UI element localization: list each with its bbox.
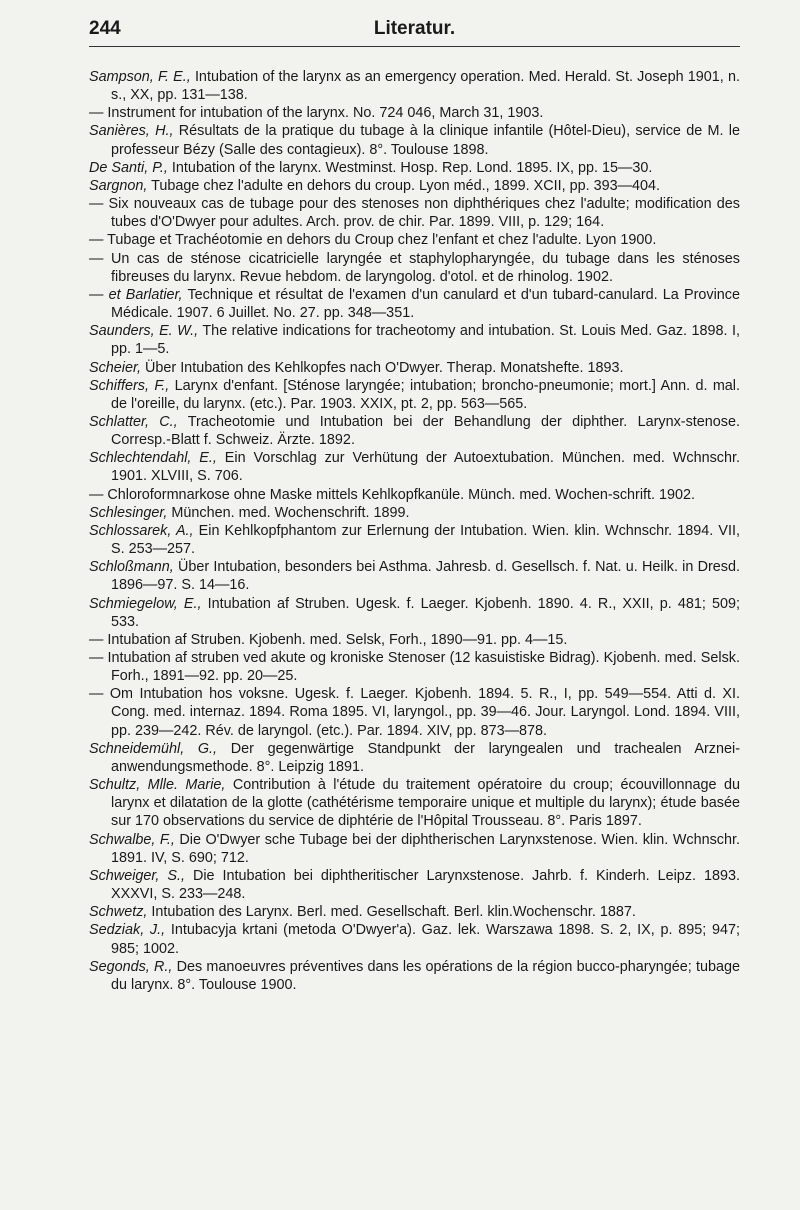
entry-author: Schloßmann, (89, 559, 174, 576)
entry-text: Six nouveaux cas de tubage pour des stenoses non diphthériques chez l'adulte; modification des tubes d'O'Dwyer pour adultes. Arch. prov. de chir. Par. 1899. VIII, p. 129; 164. (103, 196, 740, 231)
bibliography-entry (89, 903, 740, 921)
bibliography-entry (89, 231, 740, 249)
bibliography-entry (89, 195, 740, 231)
entry-text: Des manoeuvres préventives dans les opérations de la région bucco-pharyngée; tubage du larynx. 8°. Toulouse 1900. (111, 958, 740, 993)
entry-text: Tubage chez l'adulte en dehors du croup. Lyon méd., 1899. XCII, pp. 393—404. (147, 177, 661, 194)
bibliography-entry (89, 921, 740, 957)
bibliography-entry (89, 413, 740, 449)
entry-author: — (89, 250, 104, 267)
entry-author: Schlossarek, A., (89, 522, 194, 539)
entry-text: Intubation af struben ved akute og kroniske Stenoser (12 kasuistiske Bidrag). Kjobenh. med. Selsk. Forh., 1891—92. pp. 20—25. (103, 650, 740, 685)
entry-author: Schlechtendahl, E., (89, 450, 217, 467)
entry-text: Technique et résultat de l'examen d'un canulard et d'un tubard-canulard. La Province Médicale. 1907. 6 Juillet. No. 27. pp. 348—351. (111, 286, 740, 322)
header-rule (89, 46, 740, 47)
entry-author: Schlesinger, (89, 504, 168, 521)
entry-author: Segonds, R., (89, 958, 173, 975)
entry-author: Schneidemühl, G., (89, 740, 218, 757)
entry-author: Scheier, (89, 359, 141, 376)
bibliography-entry (89, 558, 740, 594)
entry-author: Sampson, F. E., (89, 69, 191, 85)
entry-text: München. med. Wochenschrift. 1899. (167, 504, 410, 521)
bibliography-entry (89, 867, 740, 903)
entry-text: Tracheotomie und Intubation bei der Behandlung der diphther. Larynx-stenose. Corresp.-Blatt f. Schweiz. Ärzte. 1892. (111, 413, 740, 449)
bibliography-entry (89, 685, 740, 739)
bibliography-entry (89, 286, 740, 322)
entry-author: Schiffers, F., (89, 377, 170, 394)
entry-text: Intubation af Struben. Ugesk. f. Laeger. Kjobenh. 1890. 4. R., XXII, p. 481; 509; 533. (111, 595, 741, 630)
entry-text: Intubation of the larynx. Westminst. Hosp. Rep. Lond. 1895. IX, pp. 15—30. (167, 159, 653, 176)
entry-text: Résultats de la pratique du tubage à la clinique infantile (Hôtel-Dieu), service de M. le professeur Bézy (Salle des contagieux). 8°. Toulouse 1898. (111, 123, 741, 158)
entry-author: — (89, 196, 104, 213)
bibliography-entry (89, 504, 740, 522)
bibliography-entry (89, 177, 740, 195)
entry-text: Tubage et Trachéotomie en dehors du Croup chez l'enfant et chez l'adulte. Lyon 1900. (103, 232, 657, 249)
entry-author: Schultz, Mlle. Marie, (89, 777, 226, 794)
entry-author: Schwetz, (89, 904, 148, 921)
bibliography-entry (89, 159, 740, 177)
entry-text: Ein Kehlkopfphantom zur Erlernung der Intubation. Wien. klin. Wchnschr. 1894. VII, S. 253—257. (111, 522, 740, 558)
entry-author: Sedziak, J., (89, 922, 166, 939)
entry-text: Larynx d'enfant. [Sténose laryngée; intubation; broncho-pneumonie; mort.] Ann. d. mal. de l'oreille, du larynx. (etc.). Par. 1903. XXIX, pt. 2, pp. 563—565. (111, 377, 740, 412)
entry-text: Der gegenwärtige Standpunkt der laryngealen und trachealen Arznei-anwendungsmethode. 8°. Leipzig 1891. (111, 740, 740, 775)
bibliography-entry (89, 776, 740, 830)
entry-text: Un cas de sténose cicatricielle laryngée et staphylopharyngée, du tubage dans les sténoses fibreuses du larynx. Revue hebdom. de laryngolog. d'otol. et de rhinolog. 1902. (103, 250, 740, 285)
entry-text: Instrument for intubation of the larynx. No. 724 046, March 31, 1903. (103, 105, 544, 122)
bibliography-entry (89, 68, 740, 104)
entry-text: Die O'Dwyer sche Tubage bei der diphtherischen Larynxstenose. Wien. klin. Wchnschr. 1891. IV, S. 690; 712. (111, 831, 740, 866)
bibliography-entry (89, 831, 740, 867)
running-head: Literatur. (373, 18, 456, 39)
bibliography-entry (89, 649, 740, 685)
bibliography-entry (89, 740, 740, 776)
bibliography-entry (89, 522, 740, 558)
entry-author: Saunders, E. W., (89, 323, 199, 340)
entry-text: Ein Vorschlag zur Verhütung der Autoextubation. München. med. Wchnschr. 1901. XLVIII, S. 706. (111, 450, 740, 485)
bibliography-entry (89, 958, 740, 994)
entry-author: De Santi, P., (89, 159, 168, 176)
entry-author: Sargnon, (89, 177, 148, 194)
entry-text: Über Intubation, besonders bei Asthma. Jahresb. d. Gesellsch. f. Nat. u. Heilk. in Dresd. 1896—97. S. 14—16. (111, 559, 740, 594)
entry-text: Über Intubation des Kehlkopfes nach O'Dwyer. Therap. Monatshefte. 1893. (141, 359, 624, 376)
bibliography-entry (89, 486, 740, 504)
bibliography-entry (89, 595, 740, 631)
entry-author: — et Barlatier, (89, 286, 183, 303)
bibliography-entry (89, 377, 740, 413)
entry-author: — (89, 650, 104, 666)
bibliography-entry (89, 250, 740, 286)
entry-author: — (89, 232, 104, 249)
bibliography-entry (89, 122, 740, 158)
page-header (89, 18, 740, 48)
entry-text: Die Intubation bei diphtheritischer Larynxstenose. Jahrb. f. Kinderh. Leipz. 1893. XXXVI, S. 233—248. (111, 867, 740, 903)
entry-author: Schmiegelow, E., (89, 595, 202, 612)
bibliography-entry (89, 631, 740, 649)
bibliography-entry (89, 359, 740, 377)
entry-text: Intubacyja krtani (metoda O'Dwyer'a). Gaz. lek. Warszawa 1898. S. 2, IX, p. 895; 947; 985; 1002. (111, 922, 740, 957)
entry-author: Schweiger, S., (89, 867, 185, 884)
entry-text: Om Intubation hos voksne. Ugesk. f. Laeger. Kjobenh. 1894. 5. R., I, pp. 549—554. Atti d. XI. Cong. med. internaz. 1894. Roma 1895. VI, laryngol., pp. 39—46. Jour. Laryngol. Lond. 1894. VIII, pp. 239—242. Rév. de laryngol. (etc.). Par. 1894. XIV, pp. 873—878. (103, 686, 740, 739)
entry-author: — (89, 105, 104, 122)
entry-author: — (89, 686, 104, 703)
entry-author: Schwalbe, F., (89, 831, 175, 848)
entry-author: — (89, 631, 104, 648)
entry-author: Sanières, H., (89, 123, 174, 140)
entry-text: Chloroformnarkose ohne Maske mittels Kehlkopfkanüle. Münch. med. Wochen-schrift. 1902. (103, 486, 696, 503)
entry-text: Intubation af Struben. Kjobenh. med. Selsk, Forh., 1890—91. pp. 4—15. (103, 631, 568, 648)
entry-author: Schlatter, C., (89, 413, 178, 430)
page-number: 244 (89, 18, 121, 39)
bibliography-entry (89, 449, 740, 485)
bibliography-entry (89, 322, 740, 358)
bibliography-entry (89, 104, 740, 122)
entry-text: Contribution à l'étude du traitement opératoire du croup; écouvillonnage du larynx et dilatation de la glotte (cathétérisme temporaire unique et multiple du larynx); étude basée sur 170 observations du service de diphtérie de l'Hôpital Trousseau. 8°. Paris 1897. (111, 777, 740, 830)
entry-text: The relative indications for tracheotomy and intubation. St. Louis Med. Gaz. 1898. I, pp. 1—5. (111, 323, 740, 358)
entry-text: Intubation of the larynx as an emergency operation. Med. Herald. St. Joseph 1901, n. s., XX, pp. 131—138. (111, 69, 740, 104)
entry-author: — (89, 486, 104, 503)
bibliography-list (89, 68, 740, 994)
entry-text: Intubation des Larynx. Berl. med. Gesellschaft. Berl. klin.Wochenschr. 1887. (147, 904, 636, 921)
